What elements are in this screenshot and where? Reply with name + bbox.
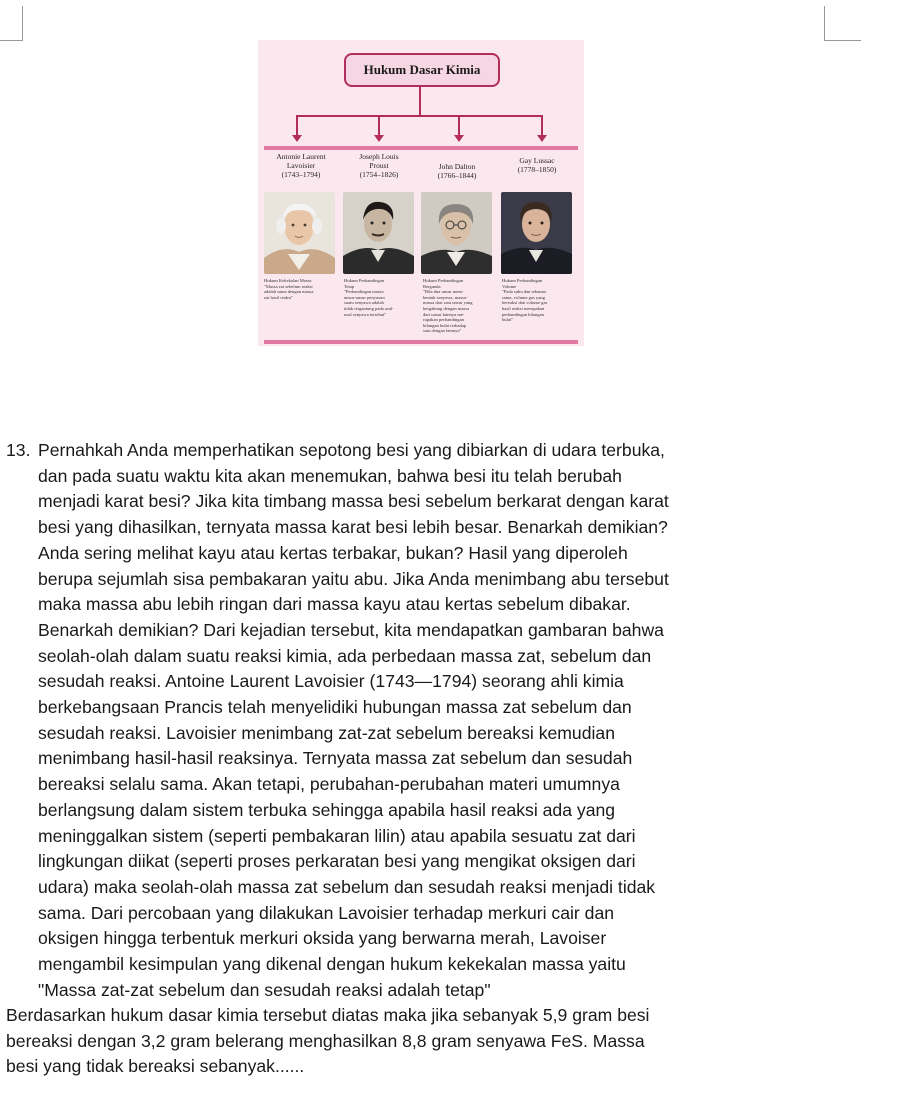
passage-line: besi yang dihasilkan, ternyata massa karat besi lebih besar. Benarkah demikian?: [38, 517, 668, 538]
arrow-2: [374, 135, 384, 142]
prompt-line: Berdasarkan hukum dasar kimia tersebut diatas maka jika sebanyak 5,9 gram besi: [6, 1005, 650, 1025]
passage-line: udara) maka seolah-olah massa zat sebelum dan sesudah reaksi menjadi tidak: [38, 876, 656, 897]
passage-line: menjadi karat besi? Jika kita timbang massa besi sebelum berkarat dengan karat: [38, 491, 669, 512]
connector-stem: [419, 85, 421, 115]
passage-line: Anda sering melihat kayu atau kertas terbakar, bukan? Hasil yang diperoleh: [38, 542, 628, 563]
law-text-dalton: Hukum Perbandingan Berganda "Bila dua unsur mem- bentuk senyawa, massa- massa dari satu unsur yang bergabung dengan massa dari unsur lainnya me- rupakan perbandingan bilangan bulat terhadap satu dengan lainnya": [423, 278, 473, 334]
connector-drop-1: [296, 115, 298, 137]
proust-portrait: [343, 192, 414, 274]
passage-line: berupa sejumlah sisa pembakaran yaitu abu. Jika Anda menimbang abu tersebut: [38, 568, 669, 589]
connector-bar: [296, 115, 543, 117]
connector-drop-3: [458, 115, 460, 137]
law-text-gay-lussac: Hukum Perbandingan Volume "Pada suhu dan tekanan sama, volume gas yang bereaksi dan volume gas hasil reaksi merupakan perbandingan bilangan bulat": [502, 278, 548, 323]
scientist-name-gay-lussac: Gay Lussac (1778–1850): [517, 156, 557, 174]
figure-title: Hukum Dasar Kimia: [344, 53, 500, 87]
passage-line: berkebangsaan Prancis telah menyelidiki hubungan massa zat sebelum dan: [38, 697, 632, 718]
prompt-line: bereaksi dengan 3,2 gram belerang menghasilkan 8,8 gram senyawa FeS. Massa: [6, 1030, 645, 1051]
scientist-name-lavoisier: Antonie Laurent Lavoisier (1743–1794): [276, 152, 326, 179]
page-corner-mark-right: [824, 6, 861, 41]
connector-drop-2: [378, 115, 380, 137]
question-number: 13.: [6, 440, 31, 460]
gay-lussac-portrait: [501, 192, 572, 274]
lavoisier-portrait: [264, 192, 335, 274]
page-corner-mark-left: [0, 6, 23, 41]
passage-line: meninggalkan sistem (seperti pembakaran lilin) atau apabila sesuatu zat dari: [38, 825, 636, 846]
connector-drop-4: [541, 115, 543, 137]
scientist-name-dalton: John Dalton (1766–1844): [437, 162, 477, 180]
passage-line: Benarkah demikian? Dari kejadian tersebut, kita mendapatkan gambaran bahwa: [38, 619, 664, 640]
passage-line: mengambil kesimpulan yang dikenal dengan hukum kekekalan massa yaitu: [38, 954, 626, 975]
passage-line: sama. Dari percobaan yang dilakukan Lavoisier terhadap merkuri cair dan: [38, 902, 615, 923]
arrow-1: [292, 135, 302, 142]
passage-line: berlangsung dalam sistem terbuka sehingga apabila hasil reaksi ada yang: [38, 799, 616, 820]
header-band: [264, 146, 578, 150]
passage-line: maka massa abu lebih ringan dari massa kayu atau kertas sebelum dibakar.: [38, 594, 631, 615]
law-text-proust: Hukum Perbandingan Tetap "Perbandingan massa unsur-unsur penyusun suatu senyawa adalah tidak tergantung pada asal- usul senyawa tersebut": [344, 278, 394, 317]
passage-line: dan pada suatu waktu kita akan menemukan, bahwa besi itu telah berubah: [38, 465, 622, 486]
arrow-4: [537, 135, 547, 142]
question-passage: [38, 438, 669, 1003]
passage-line: menimbang hasil-hasil reaksinya. Ternyata massa zat sebelum dan sesudah: [38, 748, 633, 769]
passage-line: oksigen hingga terbentuk merkuri oksida yang berwarna merah, Lavoiser: [38, 928, 607, 949]
passage-line: "Massa zat-zat sebelum dan sesudah reaksi adalah tetap": [38, 979, 491, 1000]
arrow-3: [454, 135, 464, 142]
hukum-dasar-kimia-figure: [258, 40, 584, 346]
passage-line: Pernahkah Anda memperhatikan sepotong besi yang dibiarkan di udara terbuka,: [38, 440, 665, 460]
passage-line: sesudah reaksi. Antoine Laurent Lavoisier (1743—1794) seorang ahli kimia: [38, 671, 624, 692]
passage-line: sesudah reaksi. Lavoisier menimbang zat-zat sebelum bereaksi kemudian: [38, 722, 615, 743]
question-prompt: [6, 1003, 649, 1080]
passage-line: seolah-olah dalam suatu reaksi kimia, ada perbedaan massa zat, sebelum dan: [38, 645, 652, 666]
scientist-name-proust: Joseph Louis Proust (1754–1826): [359, 152, 399, 179]
law-text-lavoisier: Hukum Kekekalan Massa "Massa zat sebelum reaksi adalah sama dengan massa zat hasil reaksi": [264, 278, 314, 300]
passage-line: bereaksi selalu sama. Akan tetapi, perubahan-perubahan materi umumnya: [38, 774, 620, 795]
prompt-line: besi yang tidak bereaksi sebanyak......: [6, 1056, 305, 1077]
passage-line: lingkungan diikat (seperti proses perkaratan besi yang mengikat oksigen dari: [38, 851, 636, 872]
footer-band: [264, 340, 578, 344]
dalton-portrait: [421, 192, 492, 274]
